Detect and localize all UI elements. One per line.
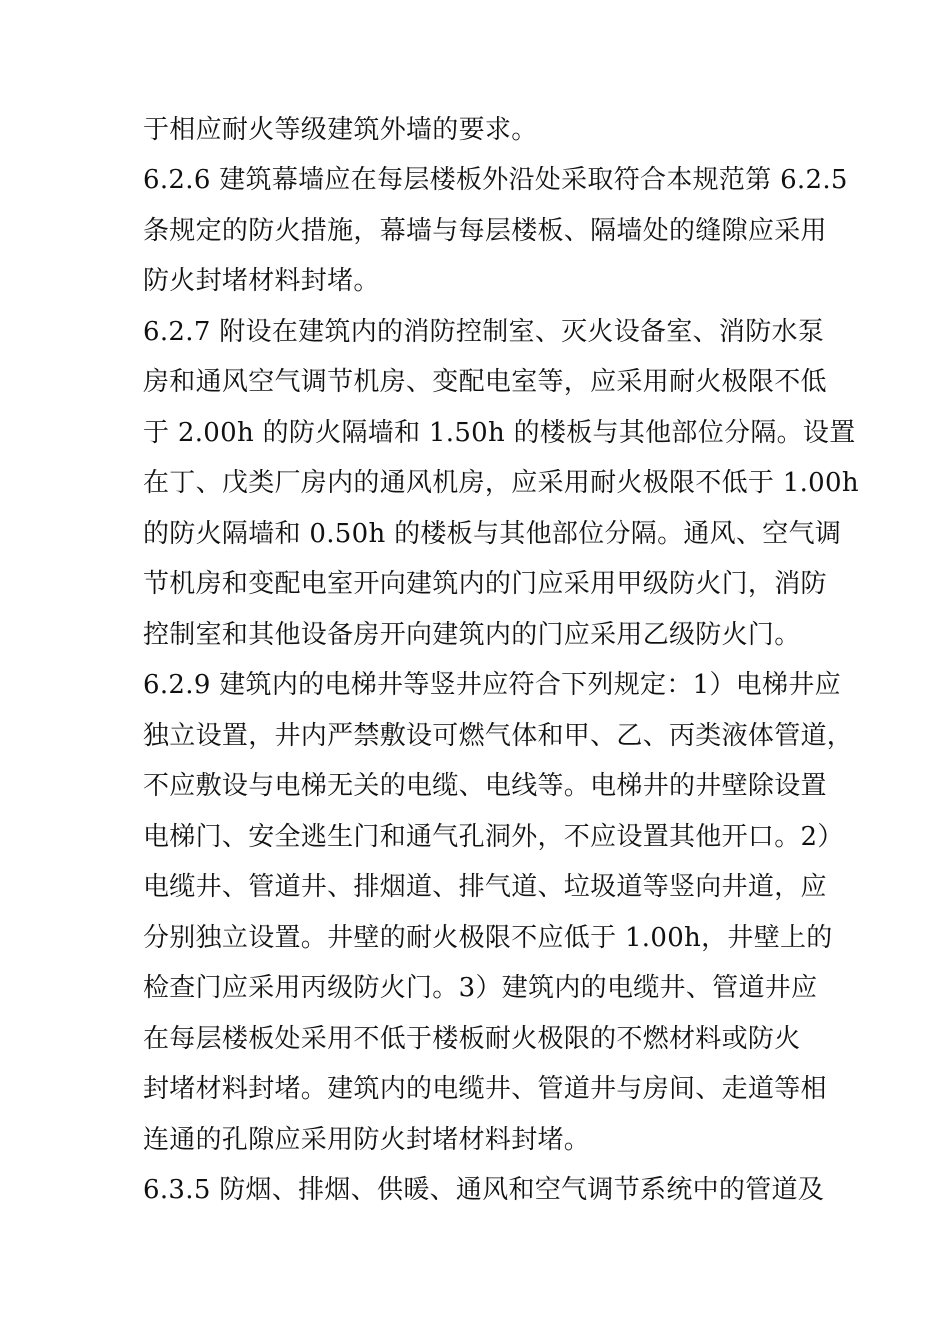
text-line: 不应敷设与电梯无关的电缆、电线等。电梯井的井壁除设置 xyxy=(143,771,827,801)
text-line: 于相应耐火等级建筑外墙的要求。 xyxy=(143,115,538,145)
text-line: 在丁、戊类厂房内的通风机房，应采用耐火极限不低于 1.00h xyxy=(143,468,859,498)
text-line: 6.2.9 建筑内的电梯井等竖井应符合下列规定：1）电梯井应 xyxy=(143,670,841,700)
text-line: 独立设置，井内严禁敷设可燃气体和甲、乙、丙类液体管道， xyxy=(143,721,854,751)
text-line: 电梯门、安全逃生门和通气孔洞外，不应设置其他开口。2） xyxy=(143,822,844,852)
text-line: 房和通风空气调节机房、变配电室等，应采用耐火极限不低 xyxy=(143,367,827,397)
text-line: 封堵材料封堵。建筑内的电缆井、管道井与房间、走道等相 xyxy=(143,1074,827,1104)
text-line: 6.2.6 建筑幕墙应在每层楼板外沿处采取符合本规范第 6.2.5 xyxy=(143,165,848,195)
text-line: 防火封堵材料封堵。 xyxy=(143,266,380,296)
text-line: 分别独立设置。井壁的耐火极限不应低于 1.00h，井壁上的 xyxy=(143,923,833,953)
text-line: 的防火隔墙和 0.50h 的楼板与其他部位分隔。通风、空气调 xyxy=(143,519,842,549)
text-line: 检查门应采用丙级防火门。3）建筑内的电缆井、管道井应 xyxy=(143,973,818,1003)
text-line: 节机房和变配电室开向建筑内的门应采用甲级防火门，消防 xyxy=(143,569,827,599)
text-line: 电缆井、管道井、排烟道、排气道、垃圾道等竖向井道，应 xyxy=(143,872,827,902)
text-line: 在每层楼板处采用不低于楼板耐火极限的不燃材料或防火 xyxy=(143,1024,801,1054)
text-line: 于 2.00h 的防火隔墙和 1.50h 的楼板与其他部位分隔。设置 xyxy=(143,418,856,448)
text-line: 控制室和其他设备房开向建筑内的门应采用乙级防火门。 xyxy=(143,620,801,650)
text-line: 6.3.5 防烟、排烟、供暖、通风和空气调节系统中的管道及 xyxy=(143,1175,825,1205)
text-line: 条规定的防火措施，幕墙与每层楼板、隔墙处的缝隙应采用 xyxy=(143,216,827,246)
text-line: 连通的孔隙应采用防火封堵材料封堵。 xyxy=(143,1125,591,1155)
text-line: 6.2.7 附设在建筑内的消防控制室、灭火设备室、消防水泵 xyxy=(143,317,825,347)
